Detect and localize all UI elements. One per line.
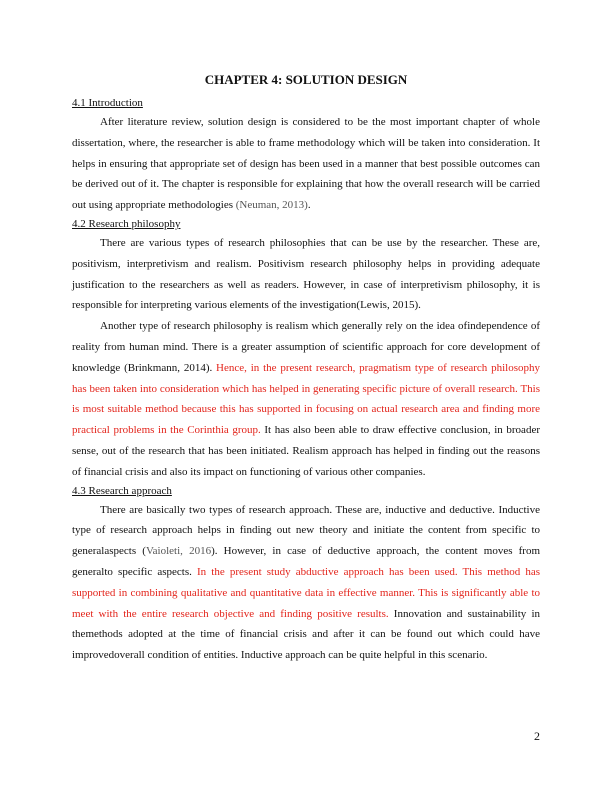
document-page — [72, 72, 540, 666]
paragraph: There are basically two types of research approach. These are, inductive and deductive. Inductive type of research approach helps in finding out new theory and initiate the content from specific to generalaspects (Vaioleti, 2016). However, in case of deductive approach, the content moves from generalto specific aspects. In the present study abductive approach has been used. This method has supported in combining qualitative and quantitative data in effective manner. This is significantly able to meet with the entire research objective and finding positive results. Innovation and sustainability in themethods adopted at the time of financial crisis and after it can be found out which could have improvedoverall condition of entities. Inductive approach can be quite helpful in this scenario. — [72, 503, 541, 662]
page-number: 2 — [534, 729, 540, 743]
highlighted-text: In the present study abductive approach has been used. This method has supported in combining qualitative and quantitative data in effective manner. This is significantly able to meet with the entire research objective and finding positive results. — [72, 565, 540, 620]
section-heading: 4.3 Research approach — [72, 484, 172, 497]
section-introduction — [72, 95, 540, 216]
section-research-approach — [72, 483, 540, 666]
citation: (Neuman, 2013) — [235, 199, 308, 212]
citation: Vaioleti, 2016 — [145, 545, 212, 558]
section-heading: 4.1 Introduction — [72, 97, 143, 109]
section-research-philosophy — [72, 216, 540, 483]
paragraph: After literature review, solution design is considered to be the most important chapter of whole dissertation, where, the researcher is able to frame methodology which will be taken into consideration. It helps in ensuring that appropriate set of design has been used in a manner that best possible outcomes can be derived out of it. The chapter is responsible for explaining that how the overall research will be carried out using appropriate methodologies (Neuman, 2013). — [72, 116, 540, 212]
section-heading: 4.2 Research philosophy — [72, 217, 181, 230]
paragraph: There are various types of research philosophies that can be use by the researcher. These are, positivism, interpretivism and realism. Positivism research philosophy helps in providing adequate justification to the researchers as well as readers. However, in case of interpretivism philosophy, it is responsible for interpreting various elements of the investigation(Lewis, 2015). — [72, 236, 540, 312]
chapter-title: CHAPTER 4: SOLUTION DESIGN — [204, 72, 408, 87]
paragraph: Another type of research philosophy is realism which generally rely on the idea ofindependence of reality from human mind. There is a greater assumption of scientific approach for core development of knowledge (Brinkmann, 2014). Hence, in the present research, pragmatism type of research philosophy has been taken into consideration which has helped in generating specific picture of overall research. This is most suitable method because this has supported in focusing on actual research area and finding more practical problems in the Corinthia group. It has also been able to draw effective conclusion, in broader sense, out of the research that has been initiated. Realism approach has helped in finding out the reasons of financial crisis and also its impact on functioning of various other companies. — [72, 320, 540, 478]
highlighted-text: Hence, in the present research, pragmatism type of research philosophy has been taken into consideration which has helped in generating specific picture of overall research. This is most suitable method because this has supported in focusing on actual research area and finding more practical problems in the Corinthia group. — [72, 361, 540, 437]
